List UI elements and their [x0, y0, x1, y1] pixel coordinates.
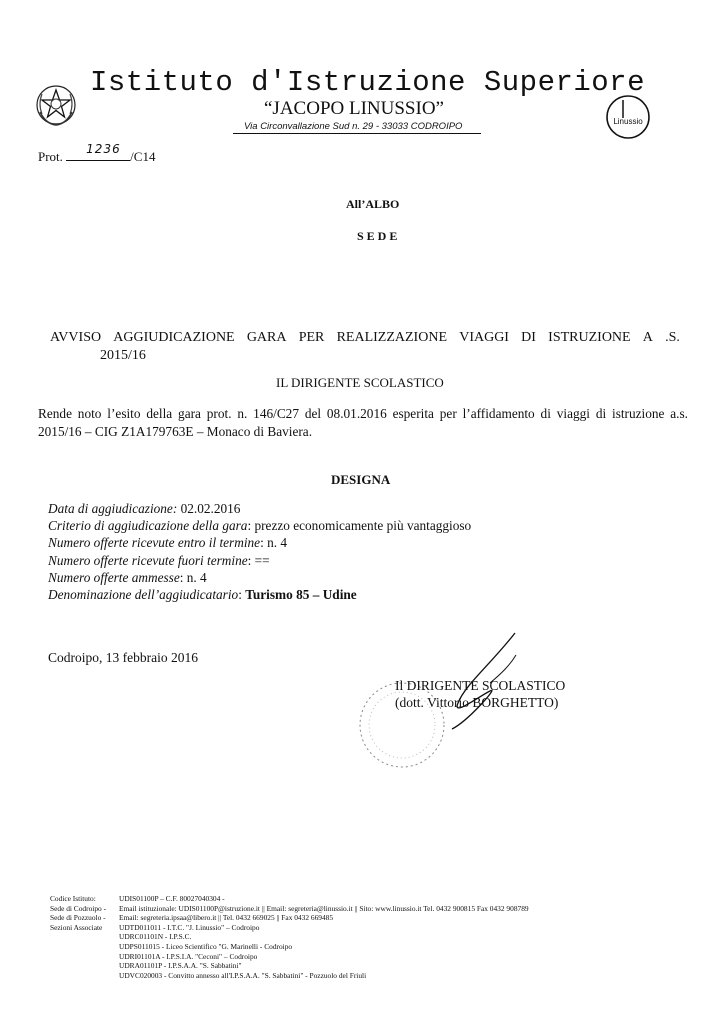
place-date: Codroipo, 13 febbraio 2016 — [48, 650, 198, 665]
signer-title: Il DIRIGENTE SCOLASTICO — [395, 678, 566, 693]
title-word: AGGIUDICAZIONE — [113, 330, 235, 345]
school-address: Via Circonvallazione Sud n. 29 - 33033 CODROIPO — [244, 121, 463, 132]
designa-heading: DESIGNA — [331, 472, 391, 487]
title-word: AVVISO — [50, 330, 102, 345]
footer-info — [50, 894, 529, 980]
republic-emblem-icon — [34, 82, 78, 128]
title-word: ISTRUZIONE — [548, 330, 631, 345]
notice-title — [50, 330, 680, 364]
footer-label: Sede di Pozzuolo - — [50, 913, 106, 923]
field-row — [48, 552, 471, 569]
field-row — [48, 517, 471, 534]
footer-label — [50, 932, 119, 942]
footer-text: UDTD011011 - I.T.C. "J. Linussio" – Codroipo — [119, 922, 260, 932]
svg-text:Linussio: Linussio — [613, 117, 643, 126]
footer-row — [50, 961, 529, 971]
footer-text: UDPS011015 - Liceo Scientifico "G. Marinelli - Codroipo — [119, 941, 293, 951]
footer-label — [50, 952, 119, 962]
institution-title: Istituto d'Istruzione Superiore — [90, 66, 645, 99]
footer-row — [50, 894, 529, 904]
footer-text: UDRC01101N - I.P.S.C. — [119, 932, 192, 942]
notice-title-line2: 2015/16 — [100, 348, 146, 363]
footer-row — [50, 904, 529, 914]
footer-text: UDRI01101A - I.P.S.I.A. "Ceconi" – Codroipo — [119, 951, 258, 961]
address-underline — [233, 133, 481, 134]
footer-label: Sezioni Associate — [50, 922, 103, 932]
protocol-number: 1236 — [86, 142, 121, 156]
footer-label: Codice Istituto: — [50, 894, 96, 903]
title-word: REALIZZAZIONE — [336, 330, 447, 345]
field-row — [48, 534, 471, 551]
footer-text: Email: segreteria.ipsaa@libero.it || Tel. 0432 669025 || Fax 0432 669485 — [119, 913, 334, 923]
footer-row — [50, 971, 529, 981]
title-word: A — [642, 330, 653, 345]
field-value: : n. 4 — [260, 535, 288, 551]
footer-row — [50, 952, 529, 962]
footer-text: UDVC020003 - Convitto annesso all'I.P.S.A.A. "S. Sabbatini" - Pozzuolo del Friuli — [119, 970, 367, 980]
field-label: Data di aggiudicazione: — [48, 501, 178, 516]
title-word: GARA — [246, 330, 287, 345]
field-label: Numero offerte ricevute fuori termine — [48, 552, 248, 568]
footer-text: UDRA01101P - I.P.S.A.A. "S. Sabbatini" — [119, 961, 242, 971]
protocol-number-line — [66, 142, 130, 161]
field-value: 02.02.2016 — [177, 501, 241, 516]
field-row — [48, 500, 471, 517]
protocol-line — [38, 142, 156, 165]
field-value-bold: Turismo 85 – Udine — [245, 587, 357, 603]
title-word: VIAGGI — [459, 330, 509, 345]
footer-text: UDIS01100P – C.F. 80027040304 - — [119, 894, 225, 903]
footer-label — [50, 942, 119, 952]
signer-name: (dott. Vittorio BORGHETTO) — [395, 695, 559, 710]
footer-row — [50, 932, 529, 942]
footer-row — [50, 923, 529, 933]
title-word: .S. — [665, 330, 680, 345]
award-details — [48, 500, 471, 603]
footer-row — [50, 913, 529, 923]
notice-body: Rende noto l’esito della gara prot. n. 146/C27 del 08.01.2016 esperita per l’affidamento di viaggi di istruzione a.s. 2015/16 – CIG Z1A179763E – Monaco di Baviera. — [38, 406, 688, 439]
title-word: PER — [298, 330, 325, 345]
protocol-suffix: /C14 — [130, 149, 156, 164]
footer-label — [50, 961, 119, 971]
footer-label — [50, 971, 119, 981]
recipient-sede: SEDE — [357, 229, 401, 243]
footer-text: Email istituzionale: UDIS01100P@istruzione.it || Email: segreteria@linussio.it || Sito: www.linussio.it Tel. 0432 900815 Fax 0432 908789 — [119, 903, 529, 913]
field-value: : n. 4 — [179, 569, 207, 585]
field-value: : prezzo economicamente più vantaggioso — [247, 518, 472, 534]
school-logo — [605, 94, 651, 140]
field-row — [48, 586, 471, 603]
recipient-albo: All’ALBO — [346, 197, 400, 211]
field-label: Numero offerte ricevute entro il termine — [48, 535, 261, 551]
title-word: DI — [521, 330, 536, 345]
footer-row — [50, 942, 529, 952]
footer-label: Sede di Codroipo - — [50, 903, 107, 913]
field-label: Denominazione dell’aggiudicatario — [48, 587, 239, 603]
school-name: “JACOPO LINUSSIO” — [264, 98, 444, 119]
notice-title-line1 — [50, 330, 680, 346]
field-row — [48, 569, 471, 586]
field-label: Numero offerte ammesse — [48, 569, 180, 585]
issuer-heading: IL DIRIGENTE SCOLASTICO — [276, 375, 444, 390]
protocol-label: Prot. — [38, 149, 63, 164]
field-value: : == — [247, 552, 270, 568]
field-label: Criterio di aggiudicazione della gara — [48, 518, 248, 534]
field-value: : — [238, 587, 246, 603]
signer-block — [395, 677, 565, 711]
